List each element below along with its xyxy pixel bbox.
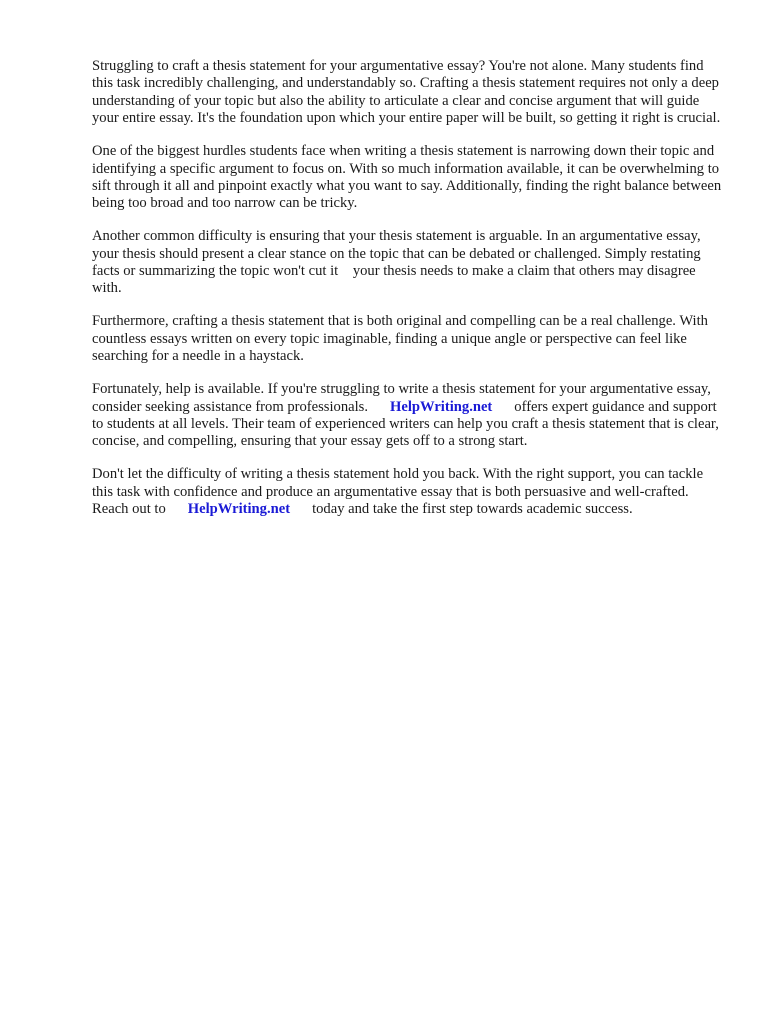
- paragraph-arguable-thesis-part-1: Another common difficulty is ensuring that your thesis statement is arguable. In an argumentative essay, your thesis should present a clear stance on the topic that can be debated or challenged. Simply restating facts or summarizing the topic won't cut it: [92, 228, 701, 280]
- paragraph-originality: Furthermore, crafting a thesis statement that is both original and compelling can be a real challenge. With countless essays written on every topic imaginable, finding a unique angle or perspective can feel like searching for a needle in a haystack.: [92, 313, 708, 365]
- document-page: [92, 58, 722, 534]
- helpwriting-link-cta[interactable]: HelpWriting.net: [187, 501, 291, 518]
- paragraph-intro: Struggling to craft a thesis statement for your argumentative essay? You're not alone. Many students find this task incredibly challenging, and understandably so. Crafting a thesis statement requires not only a deep understanding of your topic but also the ability to articulate a clear and concise argument that will guide your entire essay. It's the foundation upon which your entire paper will be built, so getting it right is crucial.: [92, 58, 721, 127]
- helpwriting-link[interactable]: HelpWriting.net: [390, 398, 493, 415]
- paragraph-call-to-action-part-2: today and take the first step towards academic success.: [312, 501, 633, 518]
- paragraph-call-to-action: [92, 466, 722, 518]
- paragraph-help-available-part-2: offers expert guidance and support to students at all levels. Their team of experienced writers can help you craft a thesis statement that is clear, concise, and compelling, ensuring that your essay gets off to a strong start.: [92, 398, 719, 450]
- paragraph-call-to-action-part-1: Don't let the difficulty of writing a thesis statement hold you back. With the right support, you can tackle this task with confidence and produce an argumentative essay that is both persuasive and well-crafted. Reach out to: [92, 466, 704, 518]
- paragraph-arguable-thesis-part-2: your thesis needs to make a claim that others may disagree with.: [92, 263, 696, 297]
- paragraph-arguable-thesis: [92, 228, 722, 298]
- paragraph-narrowing-topic: One of the biggest hurdles students face when writing a thesis statement is narrowing down their topic and identifying a specific argument to focus on. With so much information available, it can be overwhelming to sift through it all and pinpoint exactly what you want to say. Additionally, finding the right balance between being too broad and too narrow can be tricky.: [92, 143, 722, 212]
- paragraph-help-available: [92, 381, 722, 451]
- paragraph-help-available-part-1: Fortunately, help is available. If you're struggling to write a thesis statement for your argumentative essay, consider seeking assistance from professionals.: [92, 381, 711, 415]
